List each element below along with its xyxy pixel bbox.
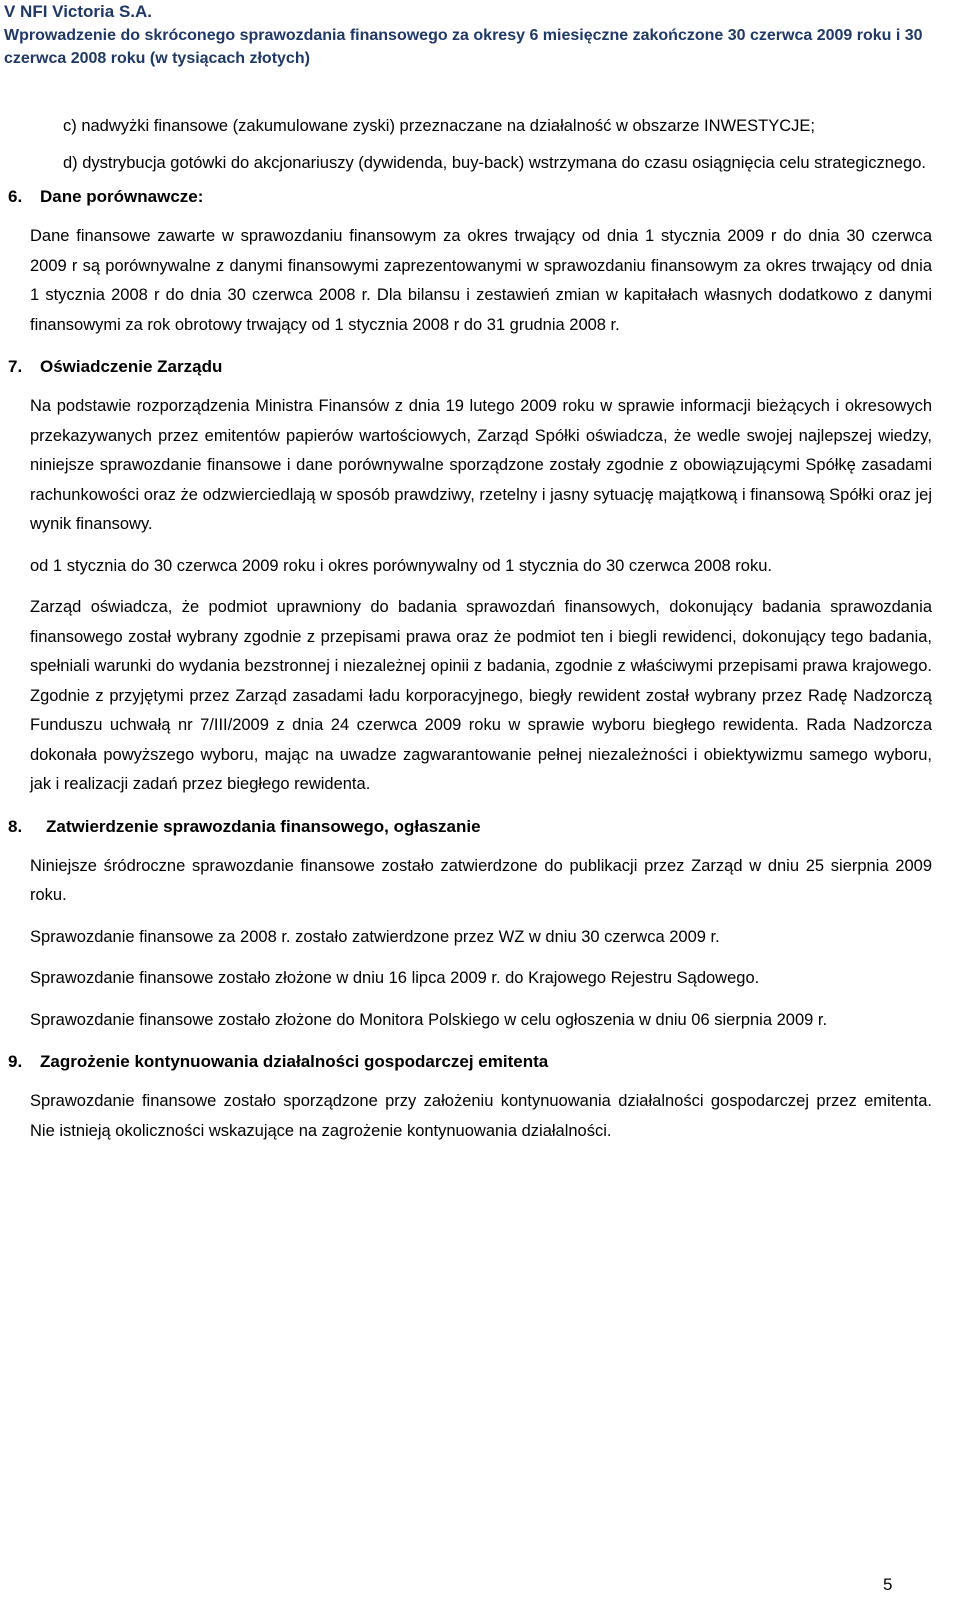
section-title: Oświadczenie Zarządu [40,357,223,376]
page-number: 5 [883,1575,893,1594]
section-number: 8. [8,816,23,836]
list-item-c [30,112,932,142]
list-item-text: d) dystrybucja gotówki do akcjonariuszy (dywidenda, buy-back) wstrzymana do czasu osiągnięcia celu strategicznego. [63,153,927,172]
company-name: V NFI Victoria S.A. [4,2,153,21]
paragraph: Sprawozdanie finansowe za 2008 r. zostało zatwierdzone przez WZ w dniu 30 czerwca 2009 r. [30,927,720,946]
section-number: 9. [8,1052,23,1071]
section-title: Zagrożenie kontynuowania działalności gospodarczej emitenta [40,1052,549,1071]
paragraph: Sprawozdanie finansowe zostało sporządzone przy założeniu kontynuowania działalności gospodarczej przez emitenta. Nie istnieją okoliczności wskazujące na zagrożenie kontynuowania działalności. [30,1092,932,1140]
list-item-d [30,149,932,179]
section-title: Zatwierdzenie sprawozdania finansowego, ogłaszanie [46,816,481,836]
header-subtitle: Wprowadzenie do skróconego sprawozdania finansowego za okresy 6 miesięczne zakończone 30 czerwca 2009 roku i 30 czerwca 2008 roku (w tysiącach złotych) [4,27,923,67]
section-title: Dane porównawcze: [40,187,204,206]
paragraph: Zarząd oświadcza, że podmiot uprawniony do badania sprawozdań finansowych, dokonujący badania sprawozdania finansowego został wybrany zgodnie z przepisami prawa oraz że podmiot ten i biegli rewidenci, dokonujący tego badania, spełniali warunki do wydania bezstronnej i niezależnej opinii z badania, zgodnie z właściwymi przepisami prawa krajowego. Zgodnie z przyjętymi przez Zarząd zasadami ładu korporacyjnego, biegły rewident został wybrany przez Radę Nadzorczą Funduszu uchwałą nr 7/III/2009 z dnia 24 czerwca 2009 roku w sprawie wyboru biegłego rewidenta. Rada Nadzorcza dokonała powyższego wyboru, mając na uwadze zagwarantowanie pełnej niezależności i obiektywizmu samego wyboru, jak i realizacji zadań przez biegłego rewidenta. [30,598,932,793]
paragraph: Sprawozdanie finansowe zostało złożone w dniu 16 lipca 2009 r. do Krajowego Rejestru Sądowego. [30,969,760,987]
paragraph: od 1 stycznia do 30 czerwca 2009 roku i okres porównywalny od 1 stycznia do 30 czerwca 2008 roku. [30,556,772,575]
paragraph: Sprawozdanie finansowe zostało złożone do Monitora Polskiego w celu ogłoszenia w dniu 06 sierpnia 2009 r. [30,1010,828,1029]
section-heading-7 [8,352,932,382]
paragraph: Na podstawie rozporządzenia Ministra Finansów z dnia 19 lutego 2009 roku w sprawie informacji bieżących i okresowych przekazywanych przez emitentów papierów wartościowych, Zarząd Spółki oświadcza, że wedle swojej najlepszej wiedzy, niniejsze sprawozdanie finansowe i dane porównywalne sporządzone zostały zgodnie z obowiązującymi Spółkę zasadami rachunkowości oraz że odzwierciedlają w sposób prawdziwy, rzetelny i jasny sytuację majątkową i finansową Spółki oraz jej wynik finansowy. [30,397,932,533]
section-heading-9 [8,1047,932,1077]
document-body [8,112,932,1158]
list-item-text: c) nadwyżki finansowe (zakumulowane zyski) przeznaczane na działalność w obszarze INWESTYCJE; [63,117,815,135]
page-header [4,0,944,70]
section-number: 6. [8,187,23,206]
paragraph: Dane finansowe zawarte w sprawozdaniu finansowym za okres trwający od dnia 1 stycznia 2009 r do dnia 30 czerwca 2009 r są porównywalne z danymi finansowymi zaprezentowanymi w sprawozdaniu finansowym za okres trwający od dnia 1 stycznia 2008 r do dnia 30 czerwca 2008 r. Dla bilansu i zestawień zmian w kapitałach własnych dodatkowo z danymi finansowymi za rok obrotowy trwający od 1 stycznia 2008 r do 31 grudnia 2008 r. [30,227,932,334]
section-heading-6 [8,182,932,212]
section-heading-8 [8,812,932,842]
section-number: 7. [8,357,23,376]
paragraph: Niniejsze śródroczne sprawozdanie finansowe zostało zatwierdzone do publikacji przez Zarząd w dniu 25 sierpnia 2009 roku. [30,856,932,904]
